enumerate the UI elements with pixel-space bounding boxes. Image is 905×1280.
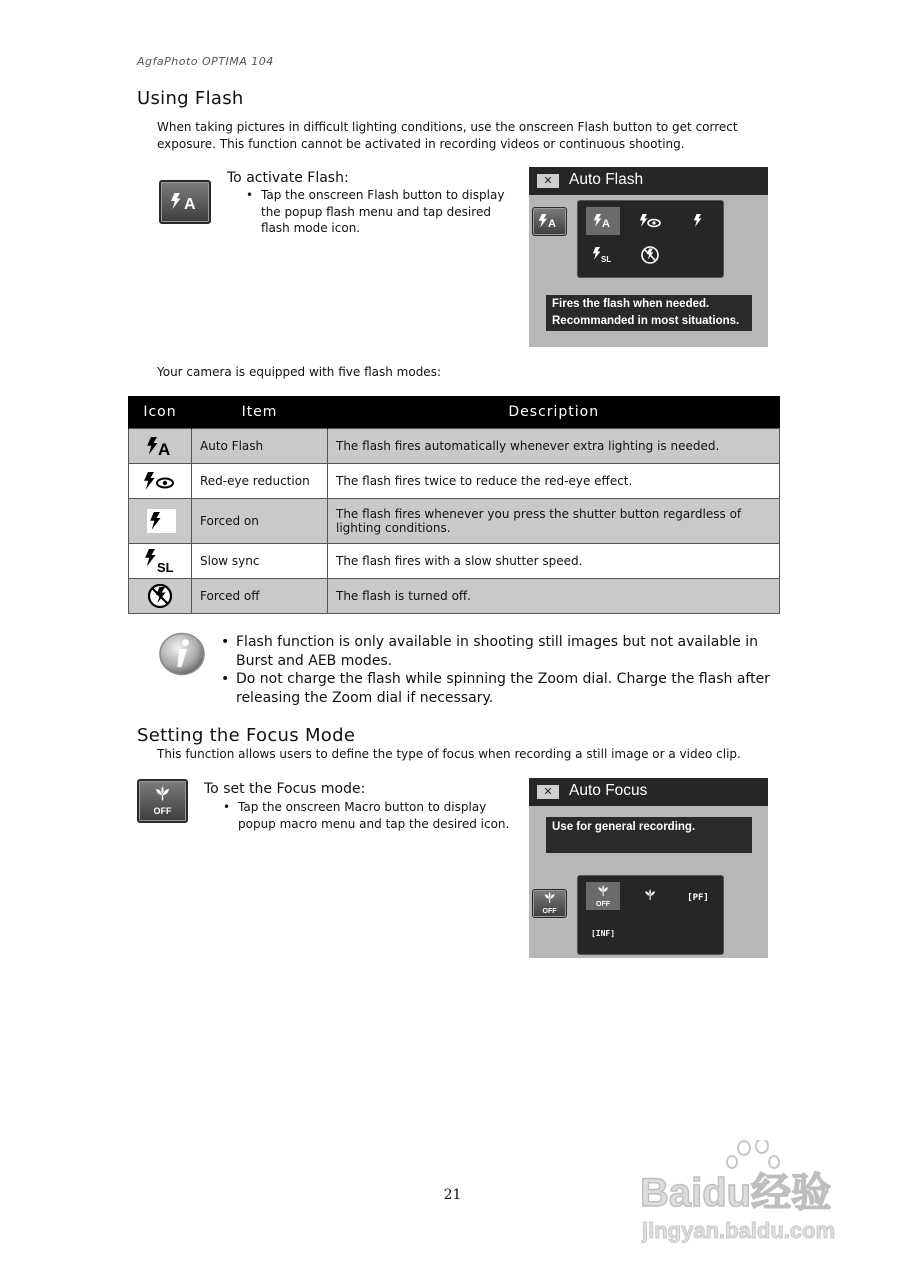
forced-off-icon [140, 582, 180, 610]
flash-modes-intro: Your camera is equipped with five flash modes: [157, 365, 441, 379]
activate-flash-step: • Tap the onscreen Flash button to display the popup flash menu and tap desired flash mode icon. [243, 187, 518, 237]
close-icon[interactable]: ✕ [537, 785, 559, 799]
svg-text:A: A [158, 440, 171, 459]
popup-forced-on[interactable] [681, 207, 715, 235]
svg-text:SL: SL [157, 560, 174, 575]
svg-text:[PF]: [PF] [687, 893, 709, 903]
svg-text:OFF: OFF [542, 908, 557, 915]
auto-flash-icon [140, 433, 180, 459]
info-icon [157, 631, 207, 677]
svg-text:A: A [548, 218, 556, 230]
screen-title: Auto Flash [569, 171, 644, 188]
table-header-row [129, 396, 780, 429]
svg-text:[INF]: [INF] [590, 929, 616, 938]
note-item: • Do not charge the flash while spinning the Zoom dial. Charge the flash after releasing the Zoom dial if necessary. [218, 670, 778, 707]
table-cell-description: The flash fires twice to reduce the red-eye effect. [328, 464, 780, 499]
flash-intro: When taking pictures in difficult lighting conditions, use the onscreen Flash button to get correct exposure. This function cannot be activated in recording videos or continuous shooting. [157, 120, 738, 151]
set-focus-step: • Tap the onscreen Macro button to display popup macro menu and tap the desired icon. [220, 799, 515, 832]
col-header-description: Description [328, 396, 780, 429]
table-cell-icon [129, 429, 192, 464]
macro-mode-button[interactable] [532, 889, 567, 918]
page-number: 21 [443, 1187, 462, 1203]
table-cell-description: The flash is turned off. [328, 579, 780, 614]
table-cell-description: The flash fires with a slow shutter speed. [328, 544, 780, 579]
macro-off-icon [586, 882, 620, 910]
svg-text:SL: SL [601, 255, 612, 264]
slow-sync-icon [586, 241, 620, 269]
table-cell-icon [129, 579, 192, 614]
forced-on-icon [681, 207, 715, 235]
popup-auto-flash[interactable] [586, 207, 620, 235]
infinity-focus-icon [586, 918, 620, 946]
table-row [129, 499, 780, 544]
forced-off-icon [633, 241, 667, 269]
table-row [129, 579, 780, 614]
popup-red-eye[interactable] [633, 207, 667, 235]
flash-notes [218, 633, 778, 707]
pan-focus-icon [681, 882, 715, 910]
screen-title: Auto Focus [569, 782, 648, 799]
table-row [129, 429, 780, 464]
forced-on-icon [140, 507, 180, 535]
screen-titlebar [529, 167, 768, 195]
svg-text:A: A [602, 218, 610, 230]
document-header: AgfaPhoto OPTIMA 104 [137, 55, 274, 68]
auto-focus-screen [529, 778, 768, 958]
red-eye-reduction-icon [140, 468, 180, 494]
section-title-flash: Using Flash [137, 88, 244, 109]
popup-forced-off[interactable] [633, 241, 667, 269]
activate-flash-steps [243, 187, 518, 237]
watermark-brand: Baidu经验 [640, 1171, 832, 1215]
table-row [129, 544, 780, 579]
close-icon[interactable]: ✕ [537, 174, 559, 188]
auto-flash-icon [586, 207, 620, 235]
table-cell-item: Forced off [192, 579, 328, 614]
table-cell-item: Slow sync [192, 544, 328, 579]
flash-message: Fires the flash when needed. Recommanded in most situations. [546, 295, 752, 331]
note-item: • Flash function is only available in shooting still images but not available in Burst and AEB modes. [218, 633, 778, 670]
svg-text:OFF: OFF [596, 901, 610, 908]
macro-button-illustration [137, 779, 188, 823]
table-cell-icon [129, 499, 192, 544]
macro-off-icon [533, 890, 566, 917]
red-eye-reduction-icon [633, 207, 667, 235]
slow-sync-icon [140, 547, 180, 575]
focus-popup-menu [577, 875, 724, 955]
table-row [129, 464, 780, 499]
table-cell-item: Forced on [192, 499, 328, 544]
baidu-watermark-logo [640, 1140, 880, 1250]
col-header-icon: Icon [129, 396, 192, 429]
set-focus-steps [220, 799, 515, 832]
activate-flash-heading: To activate Flash: [227, 170, 349, 186]
macro-icon [633, 882, 667, 910]
table-cell-description: The flash fires automatically whenever extra lighting is needed. [328, 429, 780, 464]
section-title-focus: Setting the Focus Mode [137, 725, 356, 746]
icon-letter-a: A [184, 196, 196, 213]
focus-intro: This function allows users to define the type of focus when recording a still image or a video clip. [157, 747, 741, 761]
focus-message: Use for general recording. [546, 817, 752, 853]
auto-flash-icon [533, 208, 566, 235]
auto-flash-screen [529, 167, 768, 347]
col-header-item: Item [192, 396, 328, 429]
table-cell-icon [129, 544, 192, 579]
popup-macro[interactable] [633, 882, 667, 910]
popup-slow-sync[interactable] [586, 241, 620, 269]
popup-infinity[interactable] [586, 918, 620, 946]
table-cell-description: The flash fires whenever you press the shutter button regardless of lighting conditions. [328, 499, 780, 544]
icon-label-off: OFF [153, 806, 172, 816]
table-cell-icon [129, 464, 192, 499]
popup-pan-focus[interactable] [681, 882, 715, 910]
table-cell-item: Auto Flash [192, 429, 328, 464]
auto-flash-icon [161, 182, 209, 222]
flash-button-illustration [159, 180, 211, 224]
flash-popup-menu [577, 200, 724, 278]
popup-macro-off[interactable] [586, 882, 620, 910]
screen-titlebar [529, 778, 768, 806]
flash-modes-table [128, 396, 780, 614]
macro-off-icon [139, 781, 186, 821]
table-cell-item: Red-eye reduction [192, 464, 328, 499]
watermark-url: jingyan.baidu.com [642, 1218, 836, 1243]
flash-mode-button[interactable] [532, 207, 567, 236]
set-focus-heading: To set the Focus mode: [204, 781, 366, 797]
